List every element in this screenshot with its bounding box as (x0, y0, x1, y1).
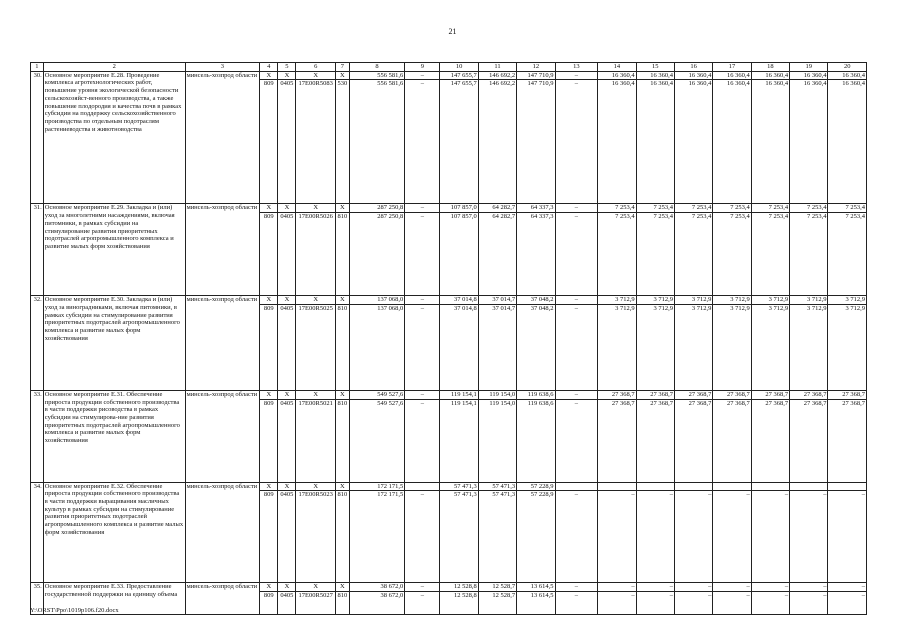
column-number: 9 (405, 63, 440, 72)
budget-code-cell: 810 (335, 591, 349, 614)
budget-code-cell: – (405, 591, 440, 614)
total-cell: – (405, 71, 440, 80)
table-row (31, 482, 867, 491)
total-cell: 57 471,3 (440, 482, 478, 491)
total-cell: 16 360,4 (636, 71, 674, 80)
total-cell: 13 614,5 (517, 583, 555, 592)
total-cell: X (296, 296, 335, 305)
budget-code-cell: 17Е00R5023 (296, 491, 335, 583)
budget-code-cell: – (405, 491, 440, 583)
total-cell: 7 253,4 (790, 204, 828, 213)
total-cell: X (296, 482, 335, 491)
budget-code-cell: – (555, 491, 598, 583)
total-cell: 16 360,4 (598, 71, 636, 80)
row-number: 34. (31, 482, 44, 583)
budget-code-cell: 809 (260, 491, 278, 583)
total-cell: X (335, 482, 349, 491)
activity-name: Основное мероприятие Е.31. Обеспечение прироста продукции собственного производства в части поддержки рисоводства в рамках субсидии на стимулирова-ние развития приоритетных подотраслей агропромышленного комплекса и развитие малых форм хозяйствования (43, 390, 185, 482)
budget-code-cell: 27 368,7 (713, 399, 751, 482)
budget-code-cell: 38 672,0 (349, 591, 404, 614)
budget-code-cell: 549 527,6 (349, 399, 404, 482)
budget-code-cell: 146 692,2 (478, 80, 516, 204)
total-cell: 7 253,4 (751, 204, 789, 213)
column-number: 8 (349, 63, 404, 72)
budget-code-cell: – (674, 491, 712, 583)
executor: минсель-хозпрод области (185, 296, 260, 391)
table-row (31, 583, 867, 592)
budget-code-cell: 7 253,4 (828, 213, 867, 296)
budget-code-cell: 3 712,9 (828, 304, 867, 390)
column-number: 7 (335, 63, 349, 72)
total-cell: 3 712,9 (713, 296, 751, 305)
total-cell: 27 368,7 (828, 390, 867, 399)
column-number: 5 (278, 63, 296, 72)
activity-name: Основное мероприятие Е.29. Закладка и (или) уход за многолетними насаждениями, включая питомники, в рамках субсидии на стимулирование развития приоритетных подотраслей агропромышленного комплекса и развитие малых форм хозяйствования (43, 204, 185, 296)
row-number: 32. (31, 296, 44, 391)
budget-code-cell: 809 (260, 399, 278, 482)
total-cell: – (555, 390, 598, 399)
total-cell: X (260, 296, 278, 305)
total-cell: X (260, 583, 278, 592)
total-cell: X (278, 296, 296, 305)
total-cell (828, 482, 867, 491)
executor: минсель-хозпрод области (185, 390, 260, 482)
budget-code-cell: 17Е00R5026 (296, 213, 335, 296)
page-number: 21 (448, 27, 457, 36)
total-cell: 27 368,7 (598, 390, 636, 399)
budget-code-cell: 0405 (278, 491, 296, 583)
budget-code-cell: 16 360,4 (674, 80, 712, 204)
budget-code-cell: 16 360,4 (598, 80, 636, 204)
budget-code-cell: 3 712,9 (751, 304, 789, 390)
budget-code-cell: 27 368,7 (636, 399, 674, 482)
total-cell (790, 482, 828, 491)
budget-code-cell: – (713, 491, 751, 583)
budget-code-cell: 3 712,9 (674, 304, 712, 390)
budget-code-cell: 556 581,6 (349, 80, 404, 204)
total-cell: 37 014,8 (440, 296, 478, 305)
budget-code-cell: 809 (260, 213, 278, 296)
row-number: 35. (31, 583, 44, 615)
total-cell: X (278, 204, 296, 213)
total-cell: – (790, 583, 828, 592)
total-cell (674, 482, 712, 491)
total-cell: 3 712,9 (751, 296, 789, 305)
budget-code-cell: – (636, 591, 674, 614)
column-number: 14 (598, 63, 636, 72)
total-cell: 7 253,4 (598, 204, 636, 213)
column-number: 12 (517, 63, 555, 72)
total-cell: 3 712,9 (790, 296, 828, 305)
budget-code-cell: 0405 (278, 304, 296, 390)
total-cell: – (636, 583, 674, 592)
total-cell: X (260, 71, 278, 80)
total-cell: 3 712,9 (636, 296, 674, 305)
budget-code-cell: 147 655,7 (440, 80, 478, 204)
table-row (31, 204, 867, 213)
total-cell: 119 154,1 (440, 390, 478, 399)
budget-code-cell: – (636, 491, 674, 583)
budget-code-cell: 809 (260, 304, 278, 390)
executor: минсель-хозпрод области (185, 71, 260, 204)
total-cell: 7 253,4 (713, 204, 751, 213)
activity-name: Основное мероприятие Е.30. Закладка и (или) уход за виноградниками, включая питомники, в рамках субсидии на стимулирование развития приоритетных подотраслей агропромышленного комплекса и развитие малых форм хозяйствования (43, 296, 185, 391)
total-cell: – (674, 583, 712, 592)
budget-code-cell: 17Е00R5027 (296, 591, 335, 614)
table-row (31, 71, 867, 80)
budget-code-cell: 27 368,7 (598, 399, 636, 482)
total-cell: – (598, 583, 636, 592)
total-cell: 16 360,4 (790, 71, 828, 80)
budget-code-cell: – (405, 213, 440, 296)
budget-code-cell: 810 (335, 304, 349, 390)
budget-code-cell: 3 712,9 (790, 304, 828, 390)
budget-code-cell: 13 614,5 (517, 591, 555, 614)
budget-code-cell: 0405 (278, 213, 296, 296)
column-number: 15 (636, 63, 674, 72)
column-number: 18 (751, 63, 789, 72)
row-number: 33. (31, 390, 44, 482)
total-cell: 12 528,7 (478, 583, 516, 592)
activity-name: Основное мероприятие Е.33. Предоставление государственной поддержки на единицу объема (43, 583, 185, 615)
file-path-footer: Y:\ORST\Ppo\1019p106.f20.docx (30, 607, 119, 614)
budget-code-cell: 37 048,2 (517, 304, 555, 390)
executor: минсель-хозпрод области (185, 482, 260, 583)
budget-code-cell: 172 171,5 (349, 491, 404, 583)
budget-code-cell: 147 710,9 (517, 80, 555, 204)
total-cell: X (296, 390, 335, 399)
budget-code-cell: 37 014,8 (440, 304, 478, 390)
budget-code-cell: 119 154,1 (440, 399, 478, 482)
column-number: 13 (555, 63, 598, 72)
row-number: 30. (31, 71, 44, 204)
total-cell: – (555, 71, 598, 80)
total-cell (636, 482, 674, 491)
total-cell: 7 253,4 (674, 204, 712, 213)
budget-code-cell: 809 (260, 80, 278, 204)
budget-code-cell: 57 471,3 (478, 491, 516, 583)
budget-code-cell: – (405, 304, 440, 390)
budget-code-cell: 7 253,4 (674, 213, 712, 296)
total-cell: 107 857,0 (440, 204, 478, 213)
total-cell: 119 638,6 (517, 390, 555, 399)
budget-code-cell: – (405, 399, 440, 482)
total-cell: X (296, 583, 335, 592)
row-number: 31. (31, 204, 44, 296)
budget-code-cell: 27 368,7 (790, 399, 828, 482)
total-cell: X (278, 482, 296, 491)
budget-code-cell: 64 282,7 (478, 213, 516, 296)
total-cell: 27 368,7 (713, 390, 751, 399)
budget-code-cell: 119 638,6 (517, 399, 555, 482)
budget-code-cell: 57 471,3 (440, 491, 478, 583)
total-cell: 16 360,4 (751, 71, 789, 80)
total-cell: X (335, 583, 349, 592)
total-cell: – (555, 296, 598, 305)
budget-code-cell: 17Е00R5025 (296, 304, 335, 390)
budget-code-cell: 3 712,9 (598, 304, 636, 390)
total-cell: – (405, 390, 440, 399)
total-cell: 16 360,4 (713, 71, 751, 80)
total-cell: 57 471,3 (478, 482, 516, 491)
budget-code-cell: – (405, 80, 440, 204)
budget-code-cell: 16 360,4 (636, 80, 674, 204)
total-cell: 549 527,6 (349, 390, 404, 399)
total-cell: 37 048,2 (517, 296, 555, 305)
executor: минсель-хозпрод области (185, 583, 260, 615)
budget-code-cell: 27 368,7 (828, 399, 867, 482)
budget-code-cell: 27 368,7 (751, 399, 789, 482)
total-cell (713, 482, 751, 491)
budget-code-cell: – (598, 591, 636, 614)
table-row (31, 296, 867, 305)
executor: минсель-хозпрод области (185, 204, 260, 296)
budget-code-cell: 12 528,8 (440, 591, 478, 614)
budget-code-cell: 0405 (278, 399, 296, 482)
budget-code-cell: 7 253,4 (713, 213, 751, 296)
table-row (31, 390, 867, 399)
budget-code-cell: 3 712,9 (713, 304, 751, 390)
total-cell: 27 368,7 (751, 390, 789, 399)
budget-code-cell: 810 (335, 399, 349, 482)
total-cell: 119 154,0 (478, 390, 516, 399)
total-cell: 146 692,2 (478, 71, 516, 80)
budget-code-cell: 17Е00R5083 (296, 80, 335, 204)
total-cell: – (405, 583, 440, 592)
budget-code-cell: – (828, 491, 867, 583)
budget-code-cell: – (555, 80, 598, 204)
budget-code-cell: 7 253,4 (790, 213, 828, 296)
total-cell: X (296, 204, 335, 213)
total-cell: – (555, 204, 598, 213)
budget-code-cell: 16 360,4 (713, 80, 751, 204)
total-cell: – (555, 583, 598, 592)
total-cell: 16 360,4 (828, 71, 867, 80)
total-cell: X (335, 390, 349, 399)
total-cell (555, 482, 598, 491)
budget-code-cell: – (555, 213, 598, 296)
budget-code-cell: 7 253,4 (598, 213, 636, 296)
total-cell: 3 712,9 (828, 296, 867, 305)
total-cell: X (296, 71, 335, 80)
total-cell: 7 253,4 (636, 204, 674, 213)
total-cell: 172 171,5 (349, 482, 404, 491)
total-cell: X (335, 296, 349, 305)
column-number: 19 (790, 63, 828, 72)
total-cell (598, 482, 636, 491)
budget-code-cell: 119 154,0 (478, 399, 516, 482)
total-cell: – (828, 583, 867, 592)
total-cell: 27 368,7 (674, 390, 712, 399)
total-cell: – (405, 204, 440, 213)
total-cell (751, 482, 789, 491)
total-cell: 287 250,8 (349, 204, 404, 213)
activity-name: Основное мероприятие Е.28. Проведение комплекса агротехнологических работ, повышение уровня экологической безопасности сельскохозяйст-венного производства, а также повышение плодородия и качества почв в рамках субсидии на поддержку сельскохозяйственного производства по отдельным подотраслям растениеводства и животноводства (43, 71, 185, 204)
total-cell: X (278, 71, 296, 80)
budget-code-cell: – (751, 491, 789, 583)
budget-code-cell: – (828, 591, 867, 614)
budget-code-cell: 107 857,0 (440, 213, 478, 296)
budget-code-cell: 7 253,4 (751, 213, 789, 296)
budget-code-cell: 810 (335, 213, 349, 296)
column-number: 4 (260, 63, 278, 72)
column-number: 20 (828, 63, 867, 72)
column-number: 11 (478, 63, 516, 72)
budget-table (30, 62, 867, 615)
column-number: 6 (296, 63, 335, 72)
activity-name: Основное мероприятие Е.32. Обеспечение прироста продукции собственного производства в части поддержки выращивания масличных культур в рамках субсидии на стимулирование развития приоритетных подотраслей агропромышленного комплекса и развитие малых форм хозяйствования (43, 482, 185, 583)
total-cell: 3 712,9 (598, 296, 636, 305)
column-number: 17 (713, 63, 751, 72)
budget-code-cell: – (598, 491, 636, 583)
total-cell: 137 068,0 (349, 296, 404, 305)
budget-code-cell: 530 (335, 80, 349, 204)
total-cell: X (335, 204, 349, 213)
budget-code-cell: – (674, 591, 712, 614)
budget-code-cell: 0405 (278, 591, 296, 614)
total-cell: 3 712,9 (674, 296, 712, 305)
budget-code-cell: 27 368,7 (674, 399, 712, 482)
total-cell: X (278, 583, 296, 592)
column-number: 3 (185, 63, 260, 72)
total-cell: – (751, 583, 789, 592)
budget-code-cell: 3 712,9 (636, 304, 674, 390)
total-cell: X (278, 390, 296, 399)
total-cell: 38 672,0 (349, 583, 404, 592)
column-number-row (31, 63, 867, 72)
budget-code-cell: 16 360,4 (828, 80, 867, 204)
total-cell: X (335, 71, 349, 80)
budget-code-cell: 810 (335, 491, 349, 583)
budget-code-cell: 137 068,0 (349, 304, 404, 390)
total-cell: – (713, 583, 751, 592)
total-cell (405, 482, 440, 491)
total-cell: 64 282,7 (478, 204, 516, 213)
budget-code-cell: – (713, 591, 751, 614)
budget-code-cell: – (790, 591, 828, 614)
budget-code-cell: 16 360,4 (751, 80, 789, 204)
total-cell: 147 710,9 (517, 71, 555, 80)
budget-code-cell: – (555, 591, 598, 614)
total-cell: 57 228,9 (517, 482, 555, 491)
column-number: 1 (31, 63, 44, 72)
total-cell: 27 368,7 (636, 390, 674, 399)
budget-code-cell: – (790, 491, 828, 583)
budget-code-cell: 12 528,7 (478, 591, 516, 614)
budget-code-cell: – (751, 591, 789, 614)
total-cell: 64 337,3 (517, 204, 555, 213)
total-cell: 556 581,6 (349, 71, 404, 80)
budget-code-cell: – (555, 399, 598, 482)
total-cell: 7 253,4 (828, 204, 867, 213)
budget-code-cell: 7 253,4 (636, 213, 674, 296)
budget-code-cell: – (555, 304, 598, 390)
budget-code-cell: 37 014,7 (478, 304, 516, 390)
budget-code-cell: 16 360,4 (790, 80, 828, 204)
total-cell: 37 014,7 (478, 296, 516, 305)
budget-code-cell: 17Е00R5021 (296, 399, 335, 482)
total-cell: X (260, 482, 278, 491)
budget-code-cell: 809 (260, 591, 278, 614)
column-number: 2 (43, 63, 185, 72)
budget-code-cell: 57 228,9 (517, 491, 555, 583)
column-number: 10 (440, 63, 478, 72)
budget-code-cell: 287 250,8 (349, 213, 404, 296)
total-cell: X (260, 204, 278, 213)
total-cell: 27 368,7 (790, 390, 828, 399)
budget-code-cell: 0405 (278, 80, 296, 204)
total-cell: 147 655,7 (440, 71, 478, 80)
total-cell: 16 360,4 (674, 71, 712, 80)
total-cell: X (260, 390, 278, 399)
total-cell: 12 528,8 (440, 583, 478, 592)
budget-code-cell: 64 337,3 (517, 213, 555, 296)
total-cell: – (405, 296, 440, 305)
column-number: 16 (674, 63, 712, 72)
